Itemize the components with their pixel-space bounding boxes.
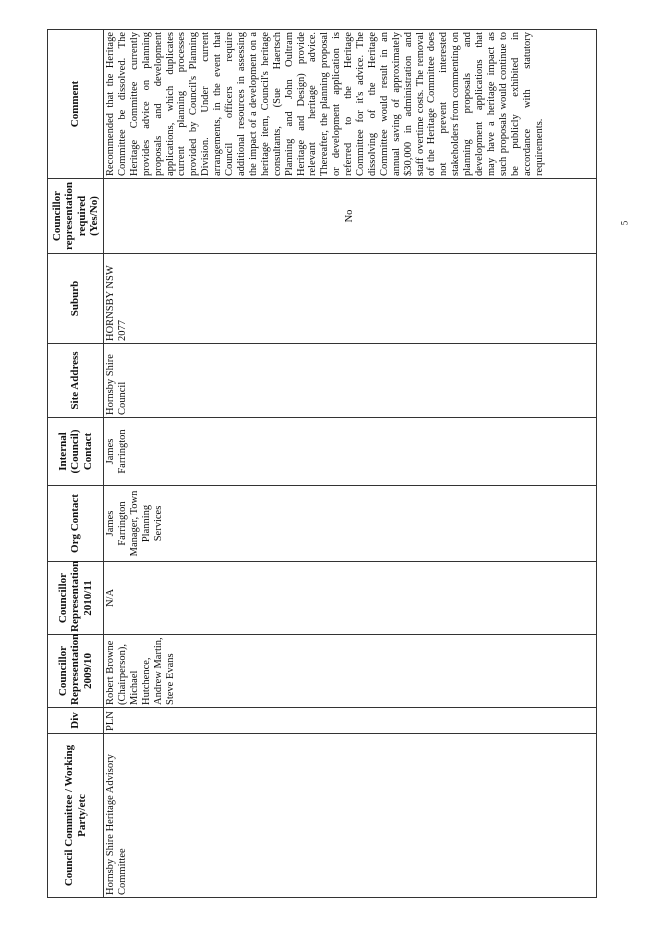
header-row [48, 30, 104, 898]
header-div: Div [48, 708, 104, 734]
header-rep-required: Councillor representation required (Yes/No) [48, 179, 104, 254]
header-suburb: Suburb [48, 254, 104, 344]
cell-internal-contact: James Farrington [104, 418, 597, 486]
header-rep-2009: Councillor Representation 2009/10 [48, 635, 104, 708]
header-org-contact: Org Contact [48, 486, 104, 562]
rotated-table-container [47, 30, 597, 898]
cell-org-contact: James Farrington Manager, Town Planning Services [104, 486, 597, 562]
cell-rep-2009: Robert Browne (Chairperson), Michael Hutchence, Andrew Martin, Steve Evans [104, 635, 597, 708]
table-row [104, 30, 597, 898]
header-site-address: Site Address [48, 344, 104, 418]
cell-site-address: Hornsby Shire Council [104, 344, 597, 418]
cell-comment: Recommended that the Heritage Committee be dissolved. The Heritage Committee currently provides advice on planning proposals and development applications, which duplicates current planning processes provided by Council's Planning Division. Under current arrangements, in the event that Council officers require additional resources in assessing the impact of a development on a heritage item, Council's heritage consultants, (Sue Haertsch Planning and John Oultram Heritage and Design) provide relevant heritage advice. Thereafter, the planning proposal or development application is referred to the Heritage Committee for it's advice. The dissolving of the Heritage Committee would result in an annual saving of approximately $30,000 in administration and staff overtime costs. The removal of the Heritage Committee does not prevent interested stakeholders from commenting on planning proposals and development applications that may have a heritage impact as such proposals would continue to be publicly exhibited in accordance with statutory requirements. [104, 30, 597, 179]
cell-committee: Hornsby Shire Heritage Advisory Committee [104, 734, 597, 898]
header-internal-contact: Internal (Council) Contact [48, 418, 104, 486]
header-committee: Council Committee / Working Party/etc [48, 734, 104, 898]
committee-table [47, 29, 597, 898]
cell-div: PLN [104, 708, 597, 734]
cell-suburb: HORNSBY NSW 2077 [104, 254, 597, 344]
page-number: 5 [619, 220, 630, 226]
cell-rep-2010: N/A [104, 562, 597, 635]
cell-rep-required: No [104, 179, 597, 254]
header-comment: Comment [48, 30, 104, 179]
header-rep-2010: Councillor Representation 2010/11 [48, 562, 104, 635]
